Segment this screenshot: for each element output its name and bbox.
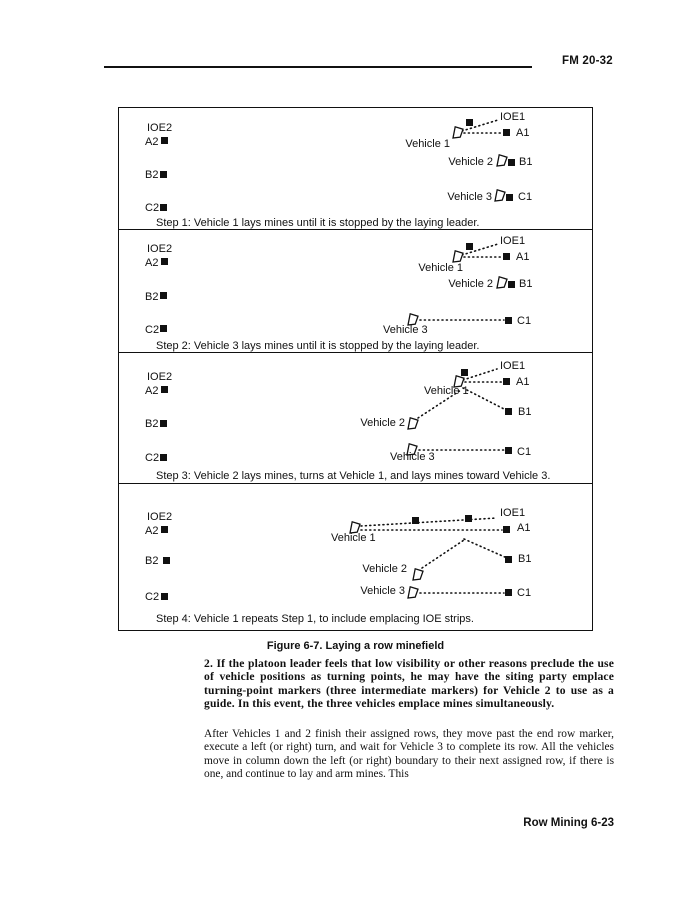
diagram-label: C1 (517, 587, 532, 599)
diagram-label: A2 (145, 257, 159, 269)
diagram-label: B1 (519, 278, 533, 290)
diagram-label: IOE2 (147, 511, 173, 523)
vehicle-flag-icon (408, 418, 418, 429)
row-marker-square (505, 556, 512, 563)
diagram-label: C1 (518, 191, 533, 203)
diagram-label: Vehicle 1 (418, 262, 463, 274)
diagram-label: C2 (145, 591, 160, 603)
row-marker-square (508, 159, 515, 166)
row-marker-square (505, 447, 512, 454)
step-caption: Step 3: Vehicle 2 lays mines, turns at Vehicle 1, and lays mines toward Vehicle 3. (156, 470, 551, 482)
row-marker-square (506, 194, 513, 201)
row-marker-square (503, 253, 510, 260)
footer-page-ref: Row Mining 6-23 (523, 817, 614, 829)
row-marker-square (161, 386, 168, 393)
diagram-label: Vehicle 1 (424, 385, 469, 397)
diagram-label: IOE2 (147, 122, 173, 134)
paragraph-2-bold: 2. If the platoon leader feels that low visibility or other reasons preclude the use of vehicle positions as turning points, he may have the siting party emplace turning-point markers (three intermediate markers) for Vehicle 2 to use as a guide. In this event, the three vehicles emplace mines simultaneously. (204, 657, 614, 711)
vehicle-flag-icon (408, 587, 418, 598)
diagram-label: B2 (145, 418, 159, 430)
figure-panel-step-1 (119, 108, 592, 230)
diagram-label: B1 (518, 406, 532, 418)
figure-panel-step-3 (119, 353, 592, 484)
diagram-label: Vehicle 2 (448, 156, 493, 168)
row-marker-square (161, 258, 168, 265)
diagram-label: IOE1 (500, 235, 526, 247)
mine-row-dotted-line (464, 539, 507, 558)
mine-row-dotted-line (361, 518, 497, 526)
diagram-label: A2 (145, 385, 159, 397)
diagram-label: B1 (519, 156, 533, 168)
step-2-diagram (119, 230, 591, 353)
vehicle-flag-icon (453, 251, 463, 262)
diagram-label: Vehicle 1 (331, 532, 376, 544)
figure-panel-step-4 (119, 484, 592, 630)
diagram-label: A1 (517, 522, 531, 534)
vehicle-flag-icon (497, 155, 507, 166)
mine-row-dotted-line (463, 369, 497, 380)
row-marker-square (163, 557, 170, 564)
diagram-label: Vehicle 2 (448, 278, 493, 290)
row-marker-square (160, 292, 167, 299)
step-caption: Step 1: Vehicle 1 lays mines until it is stopped by the laying leader. (156, 217, 480, 229)
row-marker-square (160, 204, 167, 211)
diagram-label: B2 (145, 169, 159, 181)
figure-panel-step-2 (119, 230, 592, 353)
row-marker-square (160, 420, 167, 427)
vehicle-flag-icon (413, 569, 423, 580)
step-caption: Step 4: Vehicle 1 repeats Step 1, to include emplacing IOE strips. (156, 613, 474, 625)
row-marker-square (503, 129, 510, 136)
diagram-label: A2 (145, 136, 159, 148)
diagram-label: Vehicle 3 (390, 451, 435, 463)
row-marker-square (412, 517, 419, 524)
diagram-label: C1 (517, 315, 532, 327)
vehicle-flag-icon (495, 190, 505, 201)
diagram-label: Vehicle 2 (362, 563, 407, 575)
row-marker-square (508, 281, 515, 288)
diagram-label: IOE1 (500, 111, 526, 123)
diagram-label: Vehicle 3 (383, 324, 428, 336)
figure-caption: Figure 6-7. Laying a row minefield (266, 640, 445, 652)
row-marker-square (161, 137, 168, 144)
row-marker-square (160, 325, 167, 332)
diagram-label: Vehicle 3 (360, 585, 405, 597)
diagram-label: A1 (516, 376, 530, 388)
diagram-label: Vehicle 3 (447, 191, 492, 203)
step-1-diagram (119, 108, 591, 230)
mine-row-dotted-line (422, 540, 464, 568)
diagram-label: B2 (145, 555, 159, 567)
row-marker-square (466, 119, 473, 126)
diagram-label: IOE2 (147, 243, 173, 255)
diagram-label: A2 (145, 525, 159, 537)
step-4-diagram (119, 484, 591, 630)
row-marker-square (461, 369, 468, 376)
diagram-label: IOE2 (147, 371, 173, 383)
diagram-label: C2 (145, 202, 160, 214)
row-marker-square (503, 526, 510, 533)
header-doc-number: FM 20-32 (562, 55, 613, 67)
row-marker-square (466, 243, 473, 250)
diagram-label: A1 (516, 127, 530, 139)
header-rule (104, 66, 532, 68)
step-3-diagram (119, 353, 591, 484)
mine-row-dotted-line (463, 388, 506, 410)
row-marker-square (161, 593, 168, 600)
row-marker-square (505, 317, 512, 324)
row-marker-square (503, 378, 510, 385)
diagram-label: C2 (145, 324, 160, 336)
vehicle-flag-icon (453, 127, 463, 138)
paragraph-body: After Vehicles 1 and 2 finish their assigned rows, they move past the end row marker, execute a left (or right) turn, and wait for Vehicle 3 to complete its row. All the vehicles move in column down the left (or right) boundary to their next assigned row, if there is one, and continue to lay and arm mines. This (204, 728, 614, 781)
vehicle-flag-icon (497, 277, 507, 288)
row-marker-square (161, 526, 168, 533)
step-caption: Step 2: Vehicle 3 lays mines until it is stopped by the laying leader. (156, 340, 480, 352)
diagram-label: Vehicle 1 (405, 138, 450, 150)
row-marker-square (505, 408, 512, 415)
row-marker-square (465, 515, 472, 522)
figure-box (118, 107, 593, 631)
row-marker-square (505, 589, 512, 596)
diagram-label: A1 (516, 251, 530, 263)
diagram-label: IOE1 (500, 360, 526, 372)
diagram-label: Vehicle 2 (360, 417, 405, 429)
diagram-label: B2 (145, 291, 159, 303)
diagram-label: IOE1 (500, 507, 526, 519)
row-marker-square (160, 171, 167, 178)
diagram-label: C2 (145, 452, 160, 464)
row-marker-square (160, 454, 167, 461)
diagram-label: C1 (517, 446, 532, 458)
diagram-label: B1 (518, 553, 532, 565)
